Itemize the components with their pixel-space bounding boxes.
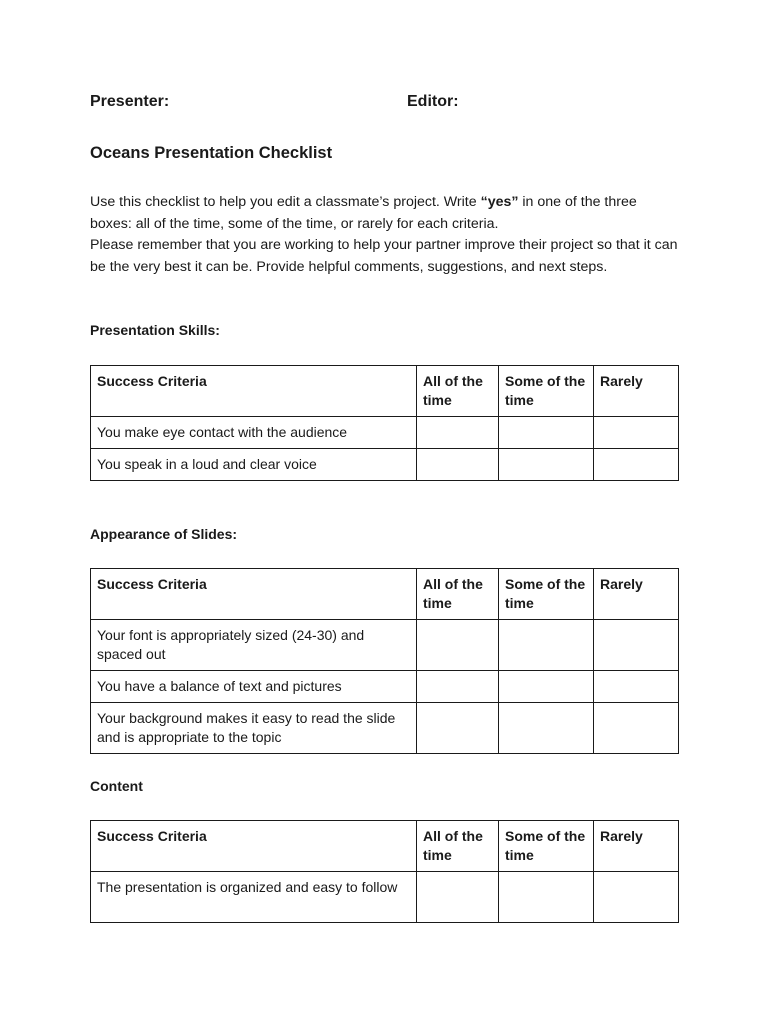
page-title: Oceans Presentation Checklist bbox=[90, 144, 333, 162]
table-row bbox=[91, 620, 679, 671]
answer-cell-some[interactable] bbox=[499, 449, 594, 481]
intro-text-before: Use this checklist to help you edit a classmate’s project. Write bbox=[90, 194, 481, 210]
checklist-table-appearance-of-slides bbox=[90, 568, 679, 754]
answer-cell-some[interactable] bbox=[499, 671, 594, 703]
column-header-some-of-the-time: Some of the time bbox=[499, 821, 594, 872]
answer-cell-rarely[interactable] bbox=[594, 417, 679, 449]
column-header-criteria: Success Criteria bbox=[91, 821, 417, 872]
column-header-rarely: Rarely bbox=[594, 821, 679, 872]
column-header-all-of-the-time: All of the time bbox=[417, 569, 499, 620]
answer-cell-some[interactable] bbox=[499, 417, 594, 449]
section-heading-content: Content bbox=[90, 778, 143, 794]
checklist-table-presentation-skills bbox=[90, 365, 679, 481]
intro-text bbox=[90, 192, 682, 278]
answer-cell-some[interactable] bbox=[499, 703, 594, 754]
editor-label: Editor: bbox=[407, 93, 459, 110]
table-row bbox=[91, 671, 679, 703]
answer-cell-all[interactable] bbox=[417, 620, 499, 671]
column-header-all-of-the-time: All of the time bbox=[417, 366, 499, 417]
intro-text-after: in one of the three boxes: all of the time, some of the time, or rarely for each criteria. bbox=[90, 194, 637, 232]
table-row bbox=[91, 449, 679, 481]
answer-cell-rarely[interactable] bbox=[594, 620, 679, 671]
table-row bbox=[91, 872, 679, 923]
criteria-cell: You have a balance of text and pictures bbox=[91, 671, 417, 703]
answer-cell-some[interactable] bbox=[499, 872, 594, 923]
column-header-some-of-the-time: Some of the time bbox=[499, 366, 594, 417]
answer-cell-all[interactable] bbox=[417, 872, 499, 923]
answer-cell-some[interactable] bbox=[499, 620, 594, 671]
intro-paragraph-1 bbox=[90, 192, 682, 235]
answer-cell-rarely[interactable] bbox=[594, 703, 679, 754]
answer-cell-all[interactable] bbox=[417, 417, 499, 449]
column-header-criteria: Success Criteria bbox=[91, 569, 417, 620]
answer-cell-all[interactable] bbox=[417, 703, 499, 754]
column-header-rarely: Rarely bbox=[594, 366, 679, 417]
column-header-all-of-the-time: All of the time bbox=[417, 821, 499, 872]
column-header-criteria: Success Criteria bbox=[91, 366, 417, 417]
table-header-row bbox=[91, 366, 679, 417]
criteria-cell: Your font is appropriately sized (24-30) and spaced out bbox=[91, 620, 417, 671]
answer-cell-all[interactable] bbox=[417, 449, 499, 481]
section-heading-presentation-skills: Presentation Skills: bbox=[90, 322, 220, 338]
column-header-some-of-the-time: Some of the time bbox=[499, 569, 594, 620]
answer-cell-rarely[interactable] bbox=[594, 449, 679, 481]
presenter-label: Presenter: bbox=[90, 93, 170, 110]
criteria-cell: The presentation is organized and easy to follow bbox=[91, 872, 417, 923]
table-row bbox=[91, 703, 679, 754]
criteria-cell: You speak in a loud and clear voice bbox=[91, 449, 417, 481]
criteria-cell: Your background makes it easy to read the slide and is appropriate to the topic bbox=[91, 703, 417, 754]
column-header-rarely: Rarely bbox=[594, 569, 679, 620]
table-header-row bbox=[91, 821, 679, 872]
criteria-cell: You make eye contact with the audience bbox=[91, 417, 417, 449]
answer-cell-rarely[interactable] bbox=[594, 671, 679, 703]
checklist-table-content bbox=[90, 820, 679, 923]
section-heading-appearance-of-slides: Appearance of Slides: bbox=[90, 526, 238, 542]
table-header-row bbox=[91, 569, 679, 620]
intro-yes-bold: “yes” bbox=[480, 194, 519, 210]
answer-cell-all[interactable] bbox=[417, 671, 499, 703]
header-row bbox=[90, 93, 678, 115]
answer-cell-rarely[interactable] bbox=[594, 872, 679, 923]
table-row bbox=[91, 417, 679, 449]
intro-paragraph-2: Please remember that you are working to help your partner improve their project so that it can be the very best it can be. Provide helpful comments, suggestions, and next steps. bbox=[90, 237, 678, 275]
